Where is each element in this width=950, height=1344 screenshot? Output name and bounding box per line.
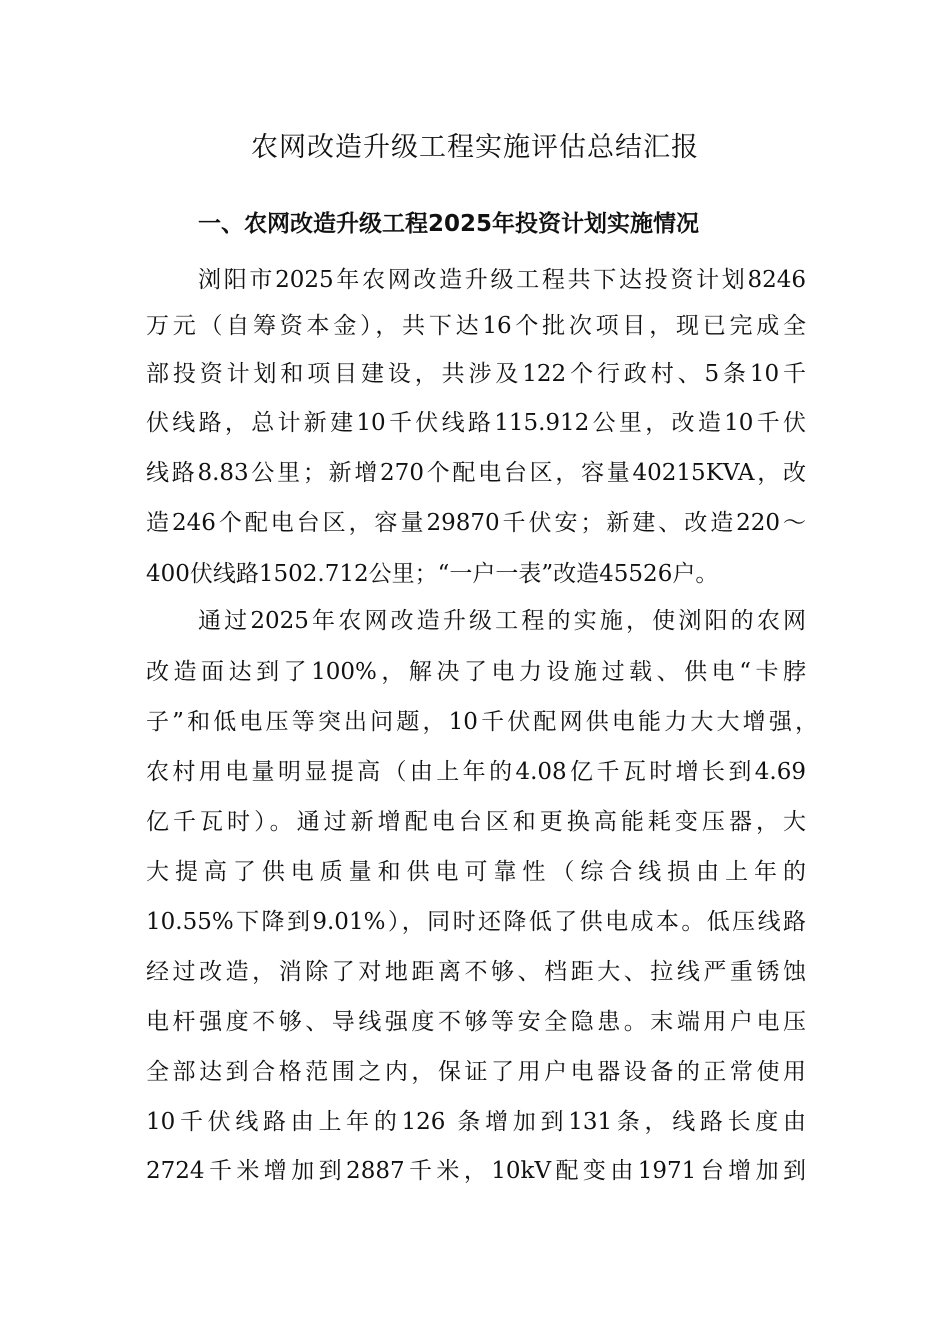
paragraph-2-line: 通过2025年农网改造升级工程的实施，使浏阳的农网 (198, 608, 806, 634)
paragraph-2-line: 大提高了供电质量和供电可靠性（综合线损由上年的 (146, 859, 806, 885)
document-title: 农网改造升级工程实施评估总结汇报 (251, 132, 699, 163)
paragraph-2-line: 10.55%下降到9.01%），同时还降低了供电成本。低压线路 (146, 909, 806, 935)
paragraph-1-line: 万元（自筹资本金），共下达16个批次项目，现已完成全 (146, 313, 806, 339)
paragraph-1-line: 造246个配电台区，容量29870千伏安；新建、改造220～ (146, 510, 806, 536)
paragraph-2-line: 电杆强度不够、导线强度不够等安全隐患。末端用户电压 (146, 1009, 806, 1035)
paragraph-2-line: 改造面达到了100%，解决了电力设施过载、供电“卡脖 (146, 659, 806, 685)
paragraph-2-line: 农村用电量明显提高（由上年的4.08亿千瓦时增长到4.69 (146, 759, 806, 785)
paragraph-2-line: 子”和低电压等突出问题，10千伏配网供电能力大大增强， (146, 709, 818, 735)
paragraph-2-line: 全部达到合格范围之内，保证了用户电器设备的正常使用 (146, 1059, 806, 1085)
paragraph-1-line: 浏阳市2025年农网改造升级工程共下达投资计划8246 (198, 267, 806, 293)
paragraph-1-line: 伏线路，总计新建10千伏线路115.912公里，改造10千伏 (146, 410, 806, 436)
paragraph-1-line: 线路8.83公里；新增270个配电台区，容量40215KVA，改 (146, 460, 806, 486)
paragraph-2-line: 亿千瓦时）。通过新增配电台区和更换高能耗变压器，大 (146, 809, 806, 835)
paragraph-2-line: 10千伏线路由上年的126 条增加到131条，线路长度由 (146, 1109, 806, 1135)
section-heading: 一、农网改造升级工程2025年投资计划实施情况 (198, 211, 700, 237)
paragraph-1-line: 部投资计划和项目建设，共涉及122个行政村、5条10千 (146, 361, 806, 387)
paragraph-1-line: 400伏线路1502.712公里；“一户一表”改造45526户。 (146, 561, 719, 587)
paragraph-2-line: 经过改造，消除了对地距离不够、档距大、拉线严重锈蚀 (146, 959, 806, 985)
paragraph-2-line: 2724千米增加到2887千米，10kV配变由1971台增加到 (146, 1158, 806, 1184)
